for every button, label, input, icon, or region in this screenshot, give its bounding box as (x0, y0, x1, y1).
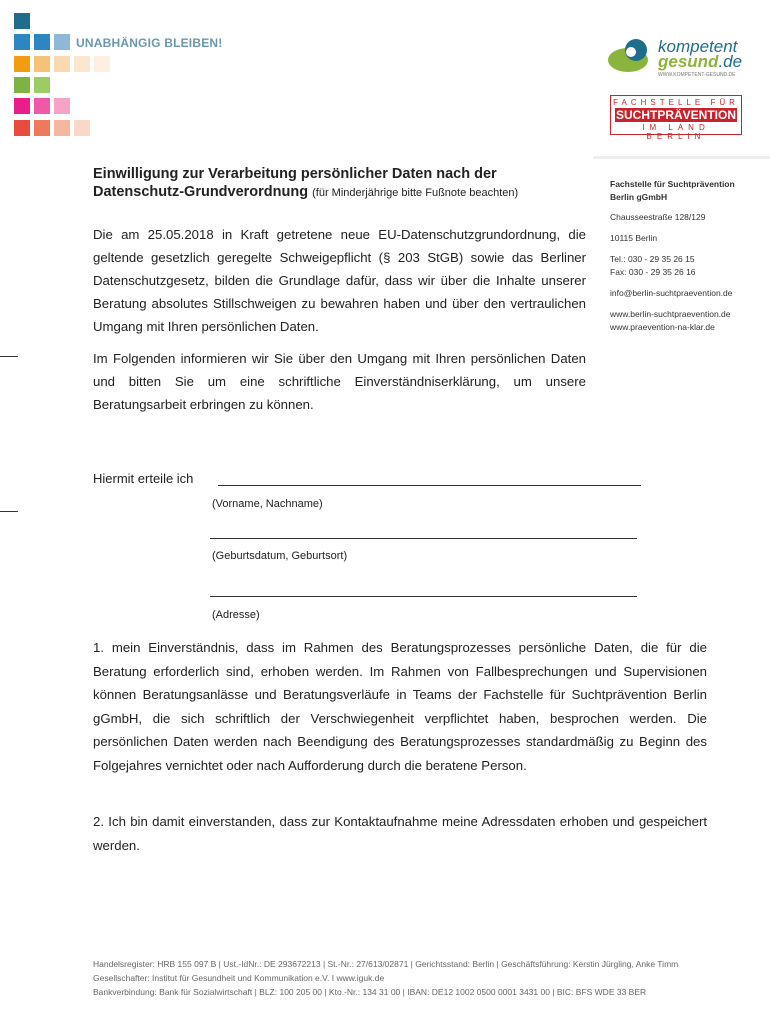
grid-square (54, 98, 70, 114)
logo-kompetent: kompetent (658, 37, 738, 56)
fold-mark (0, 511, 18, 512)
divider (593, 156, 770, 159)
intro-paragraph: Die am 25.05.2018 in Kraft getretene neue EU-Datenschutzgrundordnung, die geltende gesetzlich geregelte Schweigepflicht (§ 203 StGB) sowie das Berliner Datenschutzgesetz, bilden die Grundlage dafür, dass wir über die Inhalte unserer Beratung absolutes Stillschweigen zu bewahren haben und über den vertraulichen Umgang mit Ihren persönlichen Daten. (93, 227, 586, 334)
grid-square (54, 34, 70, 50)
grid-square (54, 120, 70, 136)
footer-line-2: Gesellschafter: Institut für Gesundheit und Kommunikation e.V. I www.iguk.de (93, 973, 385, 983)
sidebar-email: info@berlin-suchtpraevention.de (610, 288, 733, 298)
sidebar-tel: Tel.: 030 - 29 35 26 15 (610, 254, 695, 264)
grid-square (74, 56, 90, 72)
footer-line-3: Bankverbindung: Bank für Sozialwirtschaft | BLZ: 100 205 00 | Kto.-Nr.: 134 31 00 | IBAN: DE12 1002 0500 0001 3431 00 | BIC: BFS WDE 33 BER (93, 987, 647, 997)
logo-gesund: gesund.de (658, 52, 743, 71)
info-paragraph: Im Folgenden informieren wir Sie über den Umgang mit Ihren persönlichen Daten und bitten Sie um eine schriftliche Einverständniserklärung, um unsere Beratungsarbeit erbringen zu können. (93, 351, 586, 412)
birth-label: (Geburtsdatum, Geburtsort) (212, 550, 348, 562)
fachstelle-bot: IM LAND BERLIN (642, 123, 710, 141)
name-label: (Vorname, Nachname) (212, 498, 323, 510)
sidebar-web2: www.praevention-na-klar.de (610, 322, 715, 332)
birth-field[interactable] (210, 538, 637, 539)
sidebar-street: Chausseestraße 128/129 (610, 212, 706, 222)
grid-square (74, 120, 90, 136)
fachstelle-logo (610, 95, 742, 141)
sidebar-fax: Fax: 030 - 29 35 26 16 (610, 267, 696, 277)
sidebar-org: Fachstelle für Suchtprävention (610, 179, 735, 189)
sidebar-city: 10115 Berlin (610, 233, 658, 243)
consent-prefix: Hiermit erteile ich (93, 471, 194, 486)
grid-square (34, 98, 50, 114)
grid-square (34, 77, 50, 93)
grid-square (34, 120, 50, 136)
slogan: UNABHÄNGIG BLEIBEN! (76, 36, 223, 50)
name-field[interactable] (218, 485, 641, 486)
consent-item-1: 1. mein Einverständnis, dass im Rahmen des Beratungsprozesses persönliche Daten, die für die Beratung erforderlich sind, erhoben werden. Im Rahmen von Fallbesprechungen und Supervisionen können Beratungsanlässe und Beratungsverläufe in Teams der Fachstelle für Suchtprävention Berlin gGmbH, die sich schriftlich der Verschwiegenheit verpflichtet haben, besprochen werden. Die persönlichen Daten werden nach Beendigung des Beratungsprozesses standardmäßig zu Beginn des Folgejahres vernichtet oder nach Aufforderung durch die beratene Person. (93, 640, 707, 773)
grid-square (34, 34, 50, 50)
grid-square (94, 56, 110, 72)
sidebar-org2: Berlin gGmbH (610, 192, 668, 202)
address-label: (Adresse) (212, 609, 260, 621)
grid-square (14, 13, 30, 29)
grid-square (14, 34, 30, 50)
grid-square (34, 56, 50, 72)
grid-square (54, 56, 70, 72)
grid-square (14, 77, 30, 93)
document-title: Einwilligung zur Verarbeitung persönlicher Daten nach der (93, 166, 497, 182)
grid-square (14, 98, 30, 114)
address-field[interactable] (210, 596, 637, 597)
grid-square (14, 120, 30, 136)
sidebar-web1: www.berlin-suchtpraevention.de (610, 309, 731, 319)
fachstelle-mid: SUCHTPRÄVENTION (615, 108, 736, 122)
grid-square (14, 56, 30, 72)
document-title-line2: Datenschutz-Grundverordnung (für Minderjährige bitte Fußnote beachten) (93, 184, 519, 200)
kompetent-gesund-logo-icon (606, 36, 658, 81)
fold-mark (0, 356, 18, 357)
footer-line-1: Handelsregister: HRB 155 097 B | Ust.-IdNr.: DE 293672213 | St.-Nr.: 27/613/02871 | Gerichtsstand: Berlin | Geschäftsführung: Kerstin Jürgling, Anke Timm (93, 959, 679, 969)
fachstelle-top: FACHSTELLE FÜR (613, 98, 739, 107)
consent-item-2: 2. Ich bin damit einverstanden, dass zur Kontaktaufnahme meine Adressdaten erhoben und gespeichert werden. (93, 814, 707, 853)
logo-url: WWW.KOMPETENT-GESUND.DE (658, 72, 736, 78)
